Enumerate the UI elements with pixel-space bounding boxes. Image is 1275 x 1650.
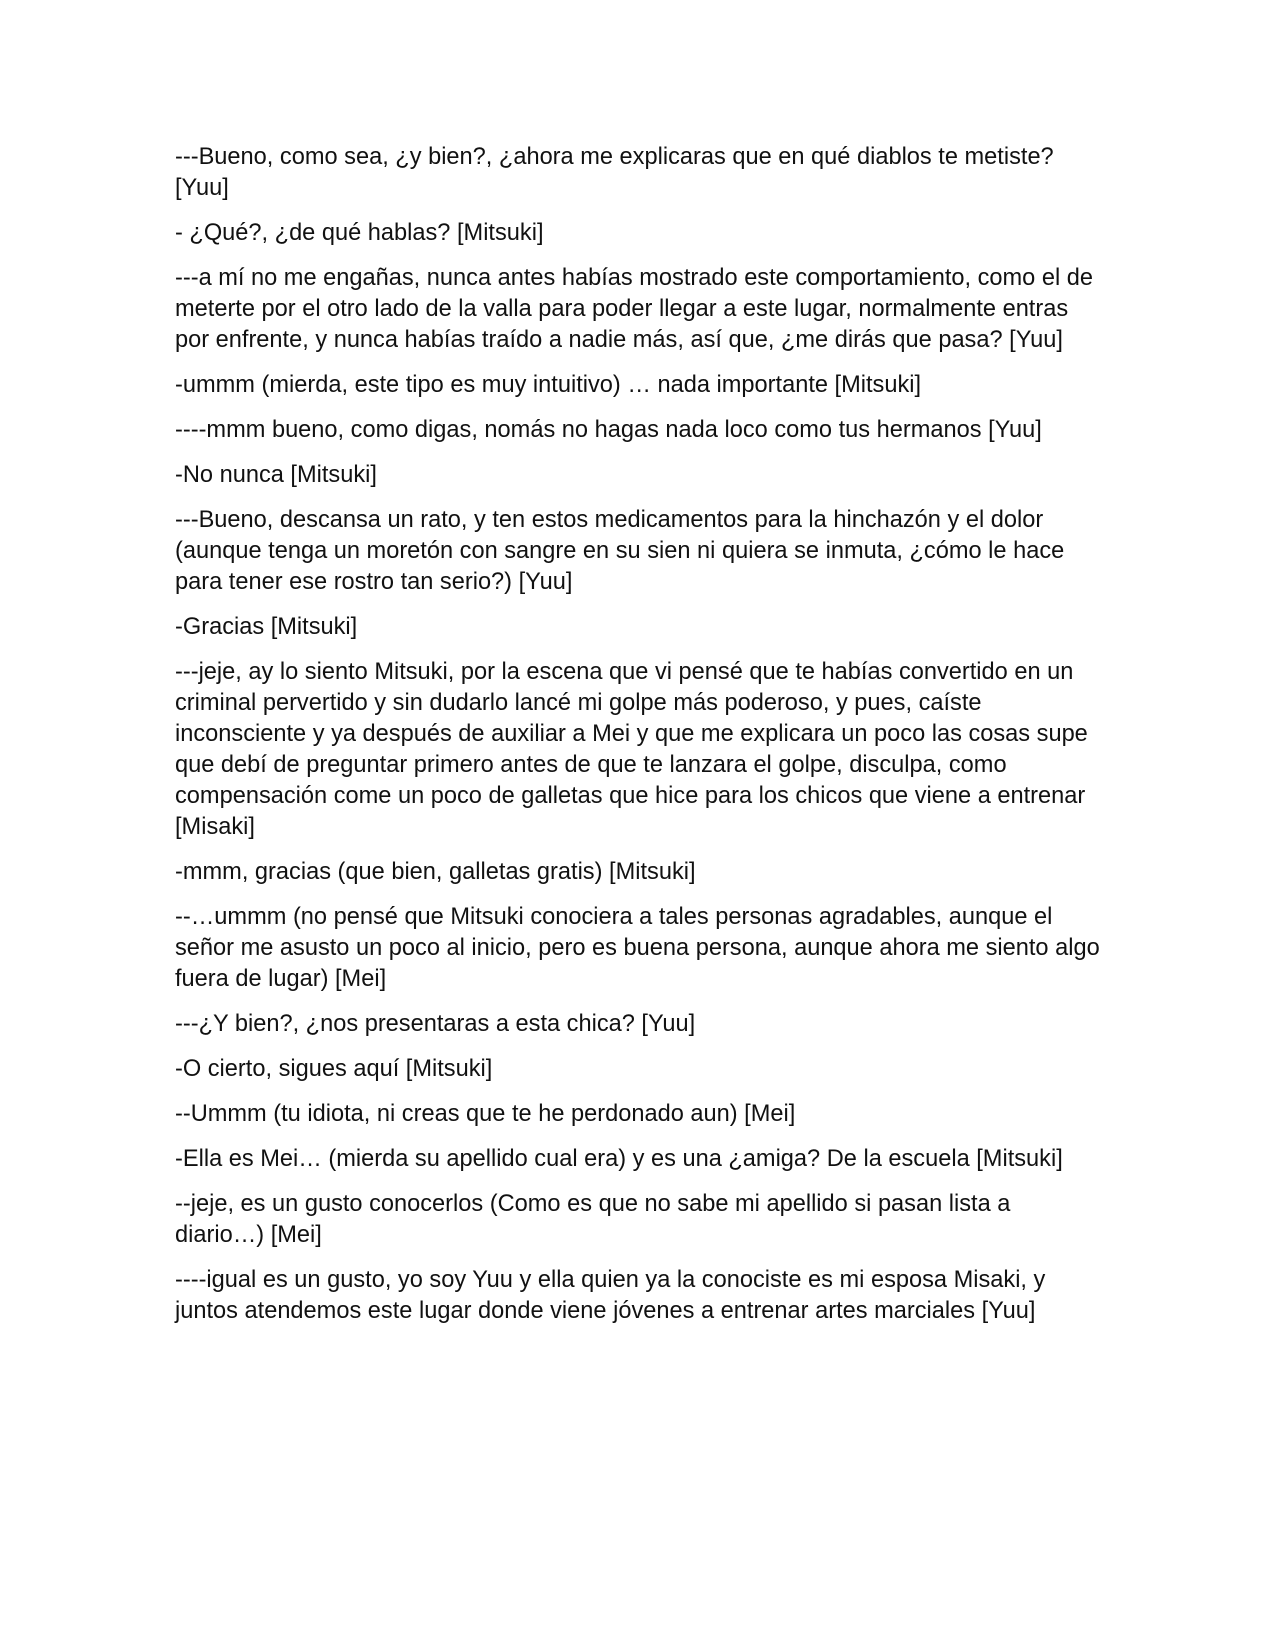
dialogue-paragraph: -No nunca [Mitsuki] <box>175 462 377 488</box>
dialogue-paragraph: --…ummm (no pensé que Mitsuki conociera a tales personas agradables, aunque el señor me asusto un poco al inicio, pero es buena persona, aunque ahora me siento algo fuera de lugar) [Mei] <box>175 904 1100 992</box>
dialogue-paragraph: ---Bueno, como sea, ¿y bien?, ¿ahora me explicaras que en qué diablos te metiste? [Yuu] <box>175 144 1054 201</box>
dialogue-paragraph: -Gracias [Mitsuki] <box>175 614 358 640</box>
dialogue-paragraph: ---¿Y bien?, ¿nos presentaras a esta chica? [Yuu] <box>175 1011 696 1037</box>
document-page <box>175 142 1105 1341</box>
dialogue-paragraph: ---a mí no me engañas, nunca antes habías mostrado este comportamiento, como el de meterte por el otro lado de la valla para poder llegar a este lugar, normalmente entras por enfrente, y nunca habías traído a nadie más, así que, ¿me dirás que pasa? [Yuu] <box>175 265 1094 353</box>
dialogue-paragraph: -ummm (mierda, este tipo es muy intuitivo) … nada importante [Mitsuki] <box>175 372 922 398</box>
dialogue-paragraph: ----igual es un gusto, yo soy Yuu y ella quien ya la conociste es mi esposa Misaki, y juntos atendemos este lugar donde viene jóvenes a entrenar artes marciales [Yuu] <box>175 1267 1046 1324</box>
dialogue-paragraph: ----mmm bueno, como digas, nomás no hagas nada loco como tus hermanos [Yuu] <box>175 417 1042 443</box>
dialogue-paragraph: --jeje, es un gusto conocerlos (Como es que no sabe mi apellido si pasan lista a diario…) [Mei] <box>175 1191 1011 1248</box>
dialogue-paragraph: - ¿Qué?, ¿de qué hablas? [Mitsuki] <box>175 220 544 246</box>
dialogue-paragraph: -O cierto, sigues aquí [Mitsuki] <box>175 1056 493 1082</box>
dialogue-paragraph: -mmm, gracias (que bien, galletas gratis) [Mitsuki] <box>175 859 696 885</box>
dialogue-paragraph: ---jeje, ay lo siento Mitsuki, por la escena que vi pensé que te habías convertido en un criminal pervertido y sin dudarlo lancé mi golpe más poderoso, y pues, caíste inconsciente y ya después de auxiliar a Mei y que me explicara un poco las cosas supe que debí de preguntar primero antes de que te lanzara el golpe, disculpa, como compensación come un poco de galletas que hice para los chicos que viene a entrenar [Misaki] <box>175 659 1088 840</box>
dialogue-paragraph: ---Bueno, descansa un rato, y ten estos medicamentos para la hinchazón y el dolor (aunque tenga un moretón con sangre en su sien ni quiera se inmuta, ¿cómo le hace para tener ese rostro tan serio?) [Yuu] <box>175 507 1065 595</box>
dialogue-paragraph: -Ella es Mei… (mierda su apellido cual era) y es una ¿amiga? De la escuela [Mitsuki] <box>175 1146 1063 1172</box>
dialogue-paragraph: --Ummm (tu idiota, ni creas que te he perdonado aun) [Mei] <box>175 1101 796 1127</box>
